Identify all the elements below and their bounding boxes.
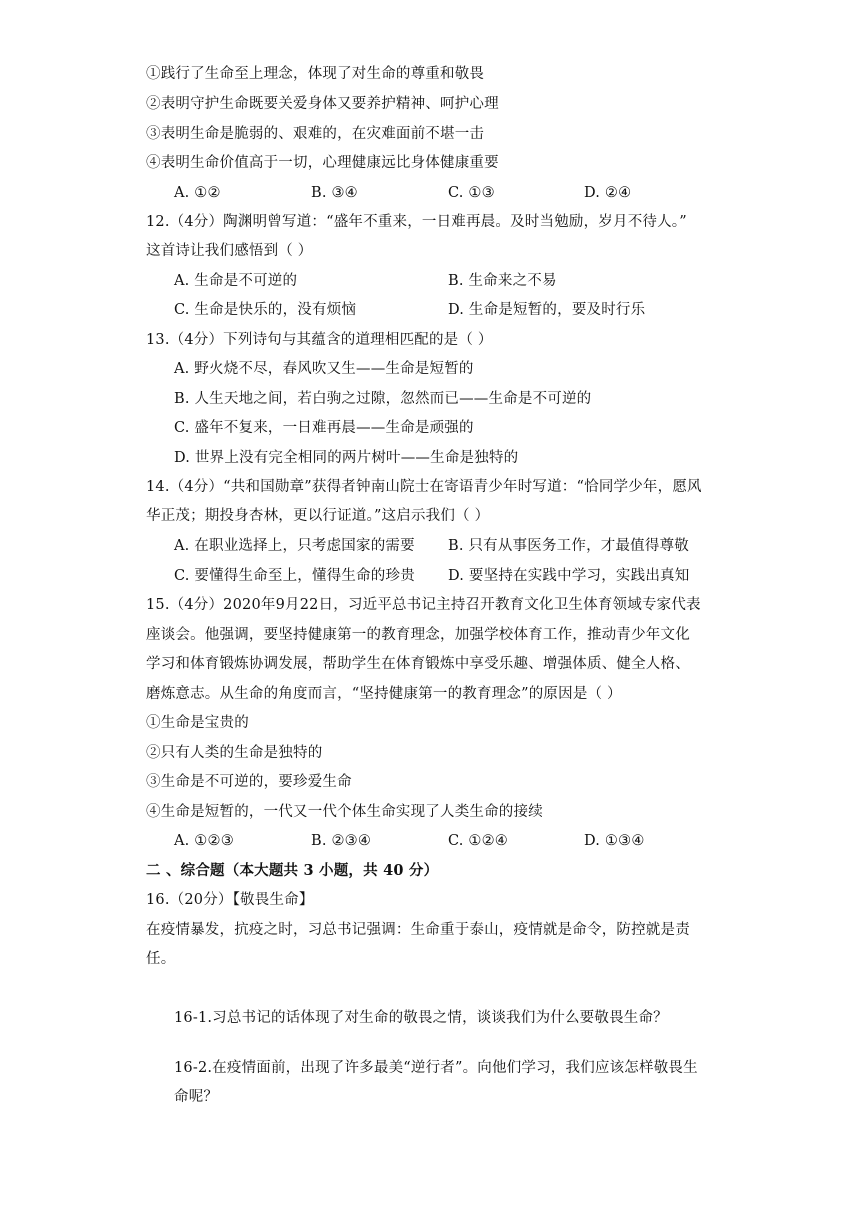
q15-stem-line-2: 座谈会。他强调，要坚持健康第一的教育理念，加强学校体育工作，推动青少年文化 xyxy=(146,627,690,643)
q15-option-a: A. ①②③ xyxy=(174,833,234,849)
q16-material-line-2: 任。 xyxy=(146,951,176,967)
q12-option-c: C. 生命是快乐的，没有烦恼 xyxy=(174,302,357,318)
q15-option-b: B. ②③④ xyxy=(311,833,372,849)
q15-option-c: C. ①②④ xyxy=(448,833,508,849)
q13-option-c: C. 盛年不复来，一日难再晨——生命是顽强的 xyxy=(174,420,474,436)
q13-stem: 13.（4分）下列诗句与其蕴含的道理相匹配的是（ ） xyxy=(146,332,493,348)
q15-stem-line-1: 15.（4分）2020年9月22日，习近平总书记主持召开教育文化卫生体育领域专家代表 xyxy=(146,597,701,613)
q11-statement-3: ③表明生命是脆弱的、艰难的，在灾难面前不堪一击 xyxy=(146,126,485,142)
q12-option-b: B. 生命来之不易 xyxy=(448,273,557,289)
q14-option-a: A. 在职业选择上，只考虑国家的需要 xyxy=(174,538,415,554)
q16-subquestion-2-line-1: 16-2.在疫情面前，出现了许多最美“逆行者”。向他们学习，我们应该怎样敬畏生 xyxy=(174,1060,698,1076)
section-heading: 二 、综合题（本大题共 3 小题，共 40 分） xyxy=(146,862,439,879)
q15-statement-4: ④生命是短暂的，一代又一代个体生命实现了人类生命的接续 xyxy=(146,804,543,820)
q15-statement-2: ②只有人类的生命是独特的 xyxy=(146,745,323,761)
q11-option-c: C. ①③ xyxy=(448,185,495,201)
q12-option-d: D. 生命是短暂的，要及时行乐 xyxy=(448,302,646,318)
q16-title: 16.（20分）【敬畏生命】 xyxy=(146,892,314,908)
q11-option-b: B. ③④ xyxy=(311,185,358,201)
q14-option-c: C. 要懂得生命至上，懂得生命的珍贵 xyxy=(174,568,415,584)
q11-option-d: D. ②④ xyxy=(584,185,632,201)
q15-stem-line-4: 磨炼意志。从生命的角度而言，“坚持健康第一的教育理念”的原因是（ ） xyxy=(146,686,622,702)
q13-option-d: D. 世界上没有完全相同的两片树叶——生命是独特的 xyxy=(174,450,519,466)
q15-statement-1: ①生命是宝贵的 xyxy=(146,715,249,731)
q15-option-d: D. ①③④ xyxy=(584,833,645,849)
q12-stem-line-1: 12.（4分）陶渊明曾写道：“盛年不重来，一日难再晨。及时当勉励，岁月不待人。” xyxy=(146,214,687,230)
q13-option-a: A. 野火烧不尽，春风吹又生——生命是短暂的 xyxy=(174,361,474,377)
q11-option-a: A. ①② xyxy=(174,185,221,201)
q15-stem-line-3: 学习和体育锻炼协调发展，帮助学生在体育锻炼中享受乐趣、增强体质、健全人格、 xyxy=(146,656,690,672)
q14-option-d: D. 要坚持在实践中学习，实践出真知 xyxy=(448,568,690,584)
q13-option-b: B. 人生天地之间，若白驹之过隙，忽然而已——生命是不可逆的 xyxy=(174,391,592,407)
q16-material-line-1: 在疫情暴发，抗疫之时，习总书记强调：生命重于泰山，疫情就是命令，防控就是责 xyxy=(146,922,690,938)
q15-statement-3: ③生命是不可逆的，要珍爱生命 xyxy=(146,774,352,790)
q11-statement-4: ④表明生命价值高于一切，心理健康远比身体健康重要 xyxy=(146,155,499,171)
q14-option-b: B. 只有从事医务工作，才最值得尊敬 xyxy=(448,538,689,554)
q14-stem-line-2: 华正茂；期投身杏林，更以行证道。”这启示我们（ ） xyxy=(146,508,490,524)
q12-stem-line-2: 这首诗让我们感悟到（ ） xyxy=(146,243,313,259)
q11-statement-1: ①践行了生命至上理念，体现了对生命的尊重和敬畏 xyxy=(146,66,485,82)
q16-subquestion-2-line-2: 命呢？ xyxy=(174,1089,219,1105)
q16-subquestion-1: 16-1.习总书记的话体现了对生命的敬畏之情，谈谈我们为什么要敬畏生命？ xyxy=(174,1010,668,1026)
q12-option-a: A. 生命是不可逆的 xyxy=(174,273,298,289)
q11-statement-2: ②表明守护生命既要关爱身体又要养护精神、呵护心理 xyxy=(146,96,499,112)
q14-stem-line-1: 14.（4分）“共和国勋章”获得者钟南山院士在寄语青少年时写道：“恰同学少年，愿风 xyxy=(146,479,702,495)
